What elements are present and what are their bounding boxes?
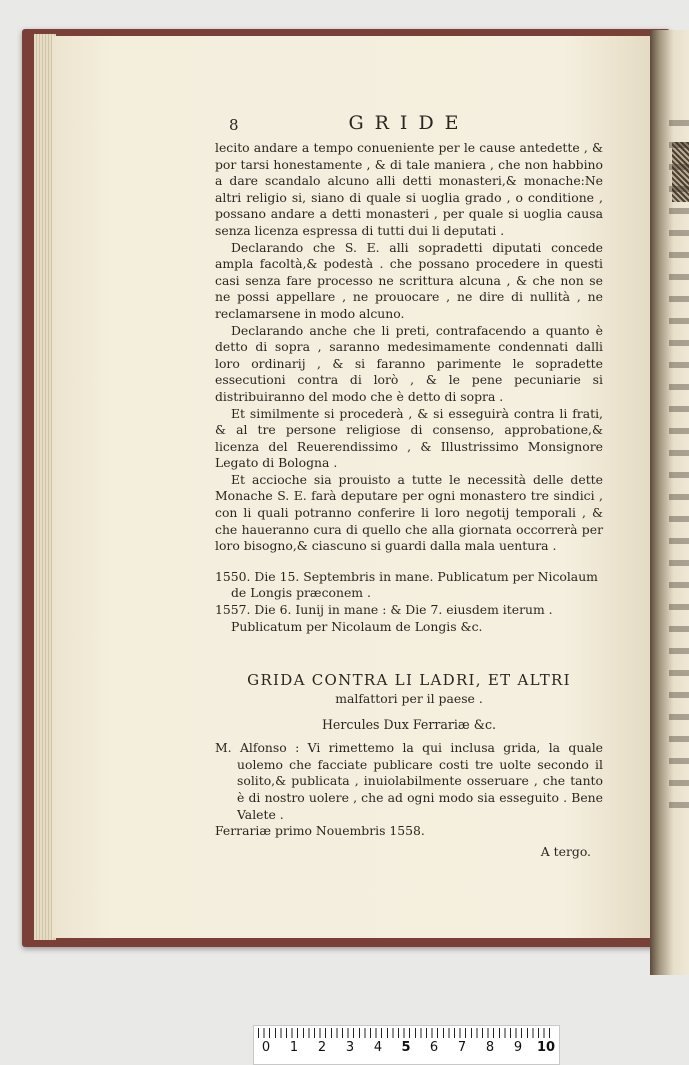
ruler-label: 6	[429, 1040, 439, 1055]
a-tergo-note: A tergo.	[540, 843, 591, 859]
paragraph: lecito andare a tempo conueniente per le cause antedette , & por tarsi honestamente , & di tale maniera , che non habbino a dare scandalo alcuno alli detti monasteri,& monache:Ne altri religio si, siano di quale si uoglia grado , o conditione , possano andare a detti monasteri , per quale si uoglia causa senza licenza espressa di tutti dui li deputati .	[215, 140, 603, 238]
ruler-label: 9	[513, 1040, 523, 1055]
ruler-ticks	[258, 1028, 554, 1038]
ruler-labels	[254, 1040, 559, 1060]
ruler-label: 5	[401, 1040, 411, 1055]
ruler-label: 3	[345, 1040, 355, 1055]
paragraph: Declarando che S. E. alli sopradetti diputati concede ampla facoltà,& podestà . che possano procedere in questi casi senza fare processo ne scrittura alcuna , & che non se ne possi appellare , ne prouocare , ne dire di nullità , ne reclamarsene in modo alcuno.	[215, 239, 603, 321]
running-head	[215, 110, 603, 140]
paragraph: Et accioche sia prouisto a tutte le necessità delle dette Monache S. E. farà deputare per ogni monastero tre sindici , con li quali potranno conferire li loro negotij temporali , & che haueranno cura di quello che alla giornata occorrerà per loro bisogno,& ciascuno si guardi dalla mala uentura .	[215, 471, 603, 554]
ruler-label: 10	[536, 1040, 556, 1055]
running-title: GRIDE	[348, 112, 470, 134]
scale-ruler	[253, 1025, 560, 1065]
ruler-label: 1	[289, 1040, 299, 1055]
place-and-date: Ferrariæ primo Nouembris 1558.	[215, 823, 425, 839]
facing-page-text	[669, 120, 689, 820]
page-number: 8	[229, 116, 239, 134]
duke-salutation: Hercules Dux Ferrariæ &c.	[321, 717, 497, 733]
ruler-label: 0	[261, 1040, 271, 1055]
section-subheading: malfattori per il paese .	[335, 691, 483, 707]
paragraph: Et similmente si procederà , & si esseguirà contra li frati, & al tre persone religiose di consenso, approbatione,& licenza del Reuerendissimo , & Illustrissimo Monsignore Legato di Bologna .	[215, 405, 603, 471]
ruler-label: 2	[317, 1040, 327, 1055]
ruler-label: 7	[457, 1040, 467, 1055]
page-text-block	[215, 110, 603, 859]
paragraph: Declarando anche che li preti, contrafacendo a quanto è detto di sopra , saranno medesimamente condennati dalli loro ordinarij , & si faranno parimente le sopradette essecutioni contra di lorò , & le pene pecuniarie si distribuiranno del modo che è detto di sopra .	[215, 322, 603, 404]
ruler-label: 8	[485, 1040, 495, 1055]
publication-date-line: 1557. Die 6. Iunij in mane : & Die 7. eiusdem iterum . Publicatum per Nicolaum de Longis &c.	[215, 602, 553, 634]
ruler-label: 4	[373, 1040, 383, 1055]
letter-body: M. Alfonso : Vi rimettemo la qui inclusa grida, la quale uolemo che facciate publicare costi tre uolte secondo il solito,& publicata , inuiolabilmente osseruare , che tanto è di nostro uolere , che ad ogni modo sia esseguito . Bene Valete .	[215, 740, 603, 822]
section-heading: GRIDA CONTRA LI LADRI, ET ALTRI	[247, 671, 571, 690]
publication-date-line: 1550. Die 15. Septembris in mane. Publicatum per Nicolaum de Longis præconem .	[215, 568, 598, 601]
